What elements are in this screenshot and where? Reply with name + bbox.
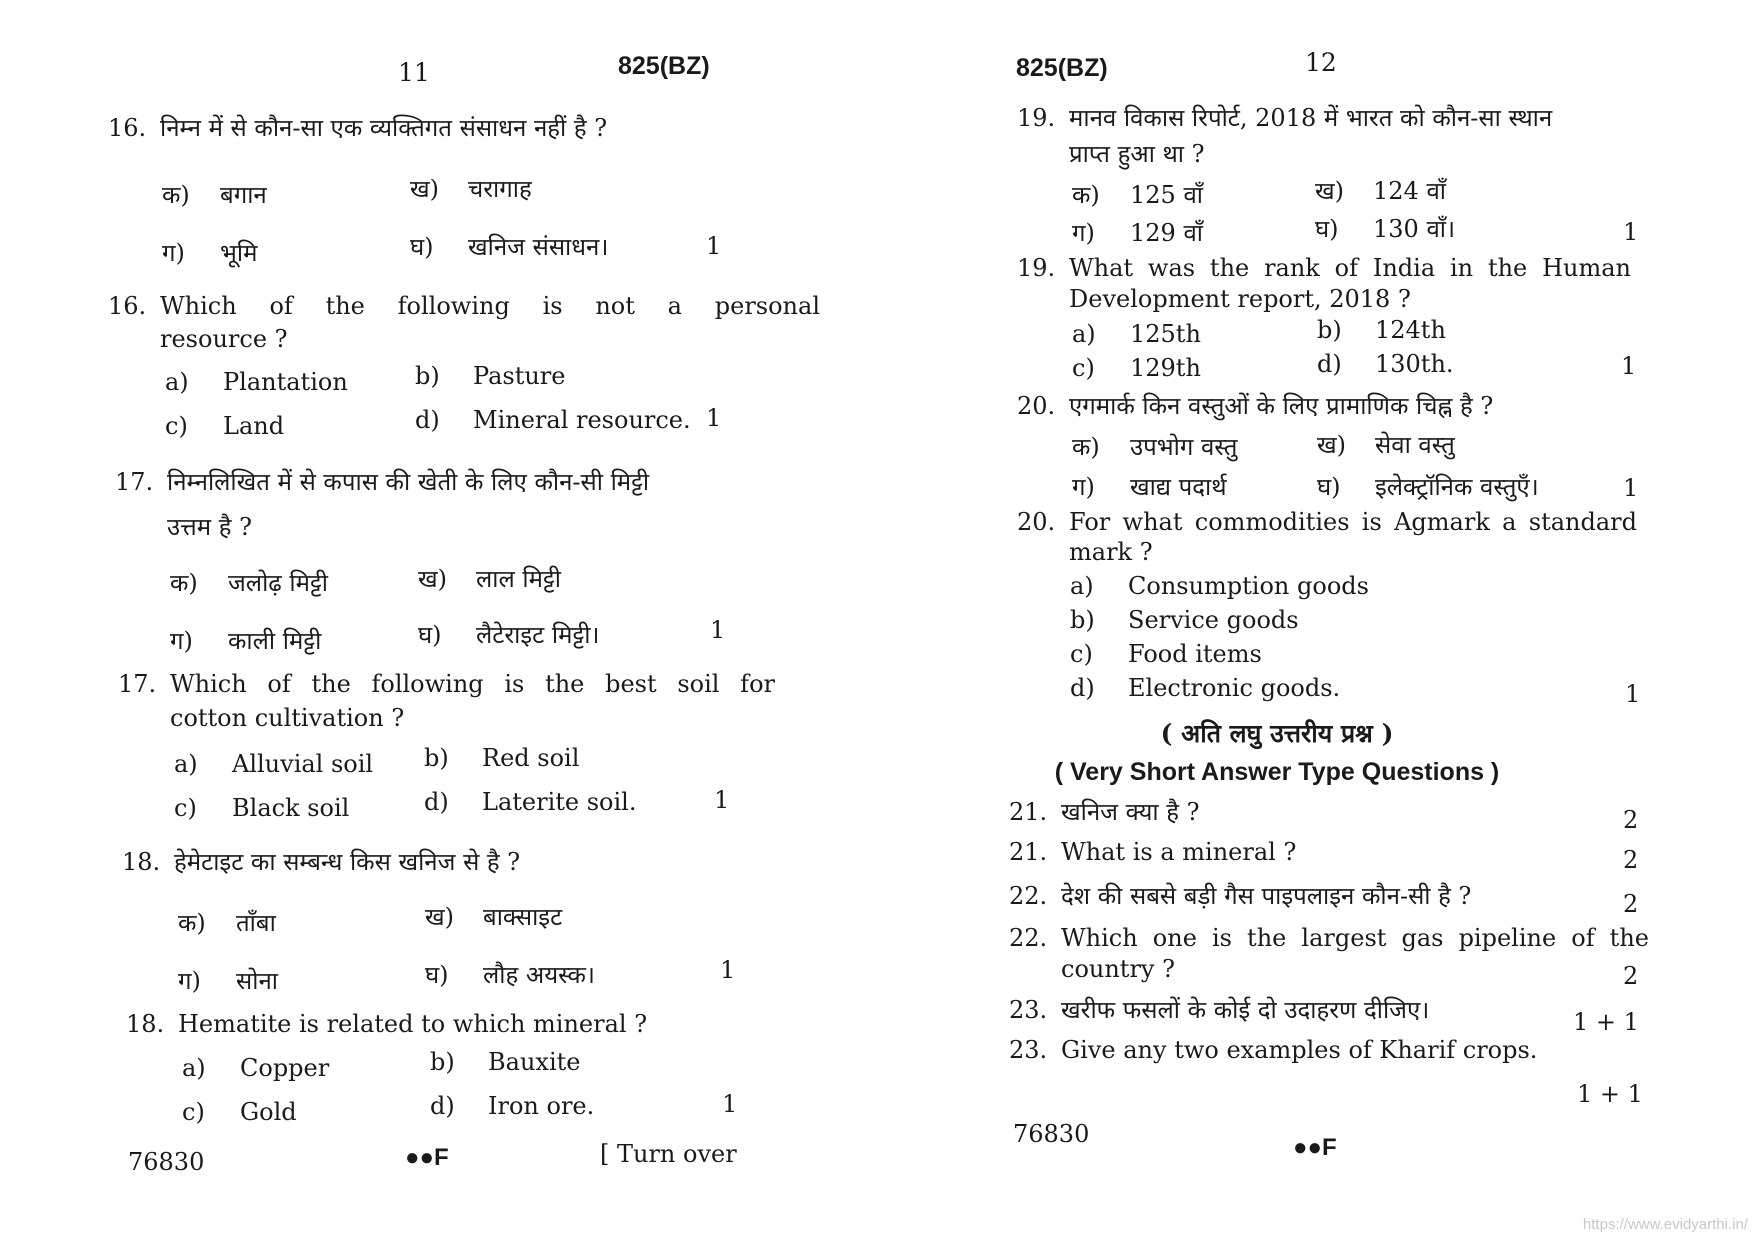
option-d: d) Electronic goods.: [1070, 674, 1341, 702]
option-c: ग) काली मिट्टी: [170, 627, 322, 655]
question-text-line2: country ?: [1061, 955, 1175, 983]
option-b: ख) बाक्साइट: [425, 903, 563, 931]
marks: 1: [720, 956, 736, 984]
question-text: देश की सबसे बड़ी गैस पाइपलाइन कौन-सी है ?: [1061, 882, 1472, 910]
marks: 1: [706, 232, 722, 260]
footer-mark: ●●F: [405, 1144, 449, 1171]
marks: 2: [1623, 846, 1639, 874]
option-d: d) Laterite soil.: [424, 788, 637, 816]
question-number: 18.: [122, 848, 161, 876]
option-c: c) Land: [165, 412, 285, 440]
option-a: a) 125th: [1072, 320, 1201, 348]
marks: 1 + 1: [1577, 1080, 1643, 1108]
option-b: ख) 124 वाँ: [1315, 177, 1446, 205]
option-b: b) Service goods: [1070, 606, 1299, 634]
page-number: 11: [398, 58, 430, 87]
option-a: a) Consumption goods: [1070, 572, 1369, 600]
option-a: क) 125 वाँ: [1072, 181, 1203, 209]
question-text-line1: What was the rank of India in the Human: [1069, 254, 1631, 282]
footer-mark: ●●F: [1293, 1134, 1337, 1161]
option-d: घ) लौह अयस्क।: [425, 961, 595, 989]
option-a: क) ताँबा: [178, 909, 276, 937]
option-a: क) जलोढ़ मिट्टी: [170, 569, 328, 597]
option-b: ख) सेवा वस्तु: [1317, 431, 1455, 459]
question-number: 21.: [1009, 838, 1048, 866]
marks: 2: [1623, 962, 1639, 990]
marks: 1: [1623, 474, 1639, 502]
question-number: 23.: [1009, 996, 1048, 1024]
section-heading-hindi: ( अति लघु उत्तरीय प्रश्न ): [1160, 719, 1394, 748]
question-number: 17.: [115, 468, 154, 496]
option-d: घ) 130 वाँ।: [1315, 215, 1456, 243]
question-text-line1: Which of the following is the best soil for: [170, 670, 775, 698]
marks: 1: [706, 404, 722, 432]
question-text-line2: cotton cultivation ?: [170, 704, 405, 732]
option-a: a) Plantation: [165, 368, 348, 396]
question-text-line2: उत्तम है ?: [167, 513, 252, 541]
question-number: 22.: [1009, 882, 1048, 910]
footer-code: 76830: [1013, 1120, 1090, 1148]
option-c: c) Gold: [182, 1098, 297, 1126]
option-d: घ) लैटेराइट मिट्टी।: [418, 621, 600, 649]
paper-code: 825(BZ): [618, 52, 710, 80]
option-b: b) Red soil: [424, 744, 580, 772]
page-number: 12: [1305, 48, 1337, 77]
question-text: खनिज क्या है ?: [1061, 798, 1200, 826]
question-number: 17.: [118, 670, 157, 698]
question-text: निम्न में से कौन-सा एक व्यक्तिगत संसाधन नहीं है ?: [160, 114, 608, 142]
question-number: 19.: [1017, 104, 1056, 132]
question-text-line1: Which of the following is not a personal: [160, 292, 820, 320]
option-b: b) 124th: [1317, 316, 1446, 344]
paper-code: 825(BZ): [1016, 54, 1108, 82]
question-text: एगमार्क किन वस्तुओं के लिए प्रामाणिक चिह्न है ?: [1069, 392, 1494, 420]
option-c: ग) 129 वाँ: [1072, 219, 1203, 247]
option-d: d) 130th.: [1317, 350, 1454, 378]
question-text-line1: निम्नलिखित में से कपास की खेती के लिए कौन-सी मिट्टी: [167, 468, 650, 496]
option-c: ग) सोना: [178, 967, 278, 995]
option-b: ख) लाल मिट्टी: [418, 565, 561, 593]
marks: 1 + 1: [1573, 1008, 1639, 1036]
option-a: a) Alluvial soil: [174, 750, 374, 778]
option-d: d) Mineral resource.: [415, 406, 691, 434]
option-a: क) बगान: [162, 181, 267, 209]
question-text-line2: resource ?: [160, 325, 288, 353]
marks: 2: [1623, 890, 1639, 918]
question-text-line1: मानव विकास रिपोर्ट, 2018 में भारत को कौन-सा स्थान: [1069, 104, 1553, 132]
marks: 1: [1625, 680, 1641, 708]
marks: 1: [1623, 218, 1639, 246]
marks: 1: [1621, 352, 1637, 380]
question-text: हेमेटाइट का सम्बन्ध किस खनिज से है ?: [174, 848, 521, 876]
option-c: c) Food items: [1070, 640, 1262, 668]
option-c: c) 129th: [1072, 354, 1201, 382]
option-b: b) Pasture: [415, 362, 566, 390]
question-number: 20.: [1017, 508, 1056, 536]
turn-over: [ Turn over: [600, 1140, 737, 1168]
marks: 1: [714, 786, 730, 814]
question-text: Hematite is related to which mineral ?: [178, 1010, 648, 1038]
question-text-line1: For what commodities is Agmark a standard: [1069, 508, 1637, 536]
footer-code: 76830: [128, 1148, 205, 1176]
question-number: 16.: [108, 292, 147, 320]
option-c: ग) भूमि: [162, 239, 258, 267]
right-page: [877, 0, 1754, 1241]
option-d: घ) इलेक्ट्रॉनिक वस्तुएँ।: [1317, 473, 1539, 501]
question-number: 21.: [1009, 798, 1048, 826]
marks: 1: [722, 1090, 738, 1118]
question-text-line2: Development report, 2018 ?: [1069, 285, 1411, 313]
question-number: 16.: [108, 114, 147, 142]
option-c: ग) खाद्य पदार्थ: [1072, 473, 1227, 501]
option-b: ख) चरागाह: [410, 175, 532, 203]
section-heading-english: ( Very Short Answer Type Questions ): [1054, 758, 1500, 786]
marks: 2: [1623, 806, 1639, 834]
question-number: 23.: [1009, 1036, 1048, 1064]
watermark: https://www.evidyarthi.in/: [1582, 1216, 1748, 1233]
question-number: 18.: [126, 1010, 165, 1038]
question-number: 19.: [1017, 254, 1056, 282]
question-text: What is a mineral ?: [1061, 838, 1297, 866]
question-text-line1: Which one is the largest gas pipeline of the: [1061, 924, 1649, 952]
question-number: 20.: [1017, 392, 1056, 420]
option-d: d) Iron ore.: [430, 1092, 595, 1120]
option-a: क) उपभोग वस्तु: [1072, 433, 1238, 461]
question-number: 22.: [1009, 924, 1048, 952]
option-d: घ) खनिज संसाधन।: [410, 233, 609, 261]
question-text: खरीफ फसलों के कोई दो उदाहरण दीजिए।: [1061, 996, 1430, 1024]
marks: 1: [710, 616, 726, 644]
option-b: b) Bauxite: [430, 1048, 581, 1076]
question-text: Give any two examples of Kharif crops.: [1061, 1036, 1538, 1064]
option-c: c) Black soil: [174, 794, 350, 822]
question-text-line2: mark ?: [1069, 538, 1153, 566]
option-a: a) Copper: [182, 1054, 330, 1082]
question-text-line2: प्राप्त हुआ था ?: [1069, 140, 1205, 168]
